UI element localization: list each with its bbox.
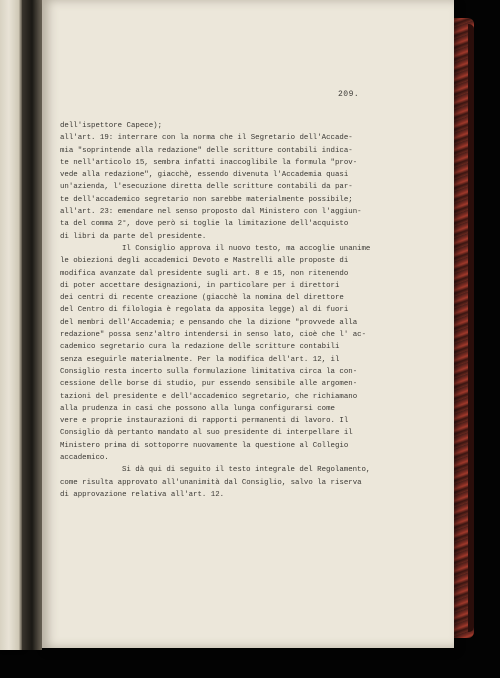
text-line: Consiglio dà pertanto mandato al suo presidente di interpellare il xyxy=(60,429,353,438)
text-line: come risulta approvato all'unanimità dal Consiglio, salvo la riserva xyxy=(60,478,362,487)
text-line: Il Consiglio approva il nuovo testo, ma accoglie unanime xyxy=(122,244,371,253)
text-line: te dell'accademico segretario non sarebbe materialmente possibile; xyxy=(60,195,353,204)
text-line: di poter accettare designazioni, in particolare per i direttori xyxy=(60,281,340,290)
text-line: vede alla redazione", giacchè, essendo divenuta l'Accademia quasi xyxy=(60,171,349,180)
text-line: Consiglio resta incerto sulla formulazione limitativa circa la con- xyxy=(60,367,358,376)
text-line: te nell'articolo 15, sembra infatti inaccoglibile la formula "prov- xyxy=(60,158,358,167)
cover-edge xyxy=(468,24,474,632)
text-line: le obiezioni degli accademici Devoto e Mastrelli alle proposte di xyxy=(60,257,349,266)
text-line: Si dà qui di seguito il testo integrale del Regolamento, xyxy=(122,466,371,475)
text-line: all'art. 19: interrare con la norma che il Segretario dell'Accade- xyxy=(60,134,353,143)
text-line: vere e proprie instaurazioni di rapporti permanenti di lavoro. Il xyxy=(60,417,349,426)
text-line: di libri da parte del presidente. xyxy=(60,232,207,241)
binding-gutter xyxy=(22,0,42,650)
text-line: tazioni del presidente e dell'accademico segretario, che richiamano xyxy=(60,392,358,401)
text-line: mia "soprintende alla redazione" delle scritture contabili indica- xyxy=(60,146,353,155)
typewritten-text xyxy=(60,120,386,501)
text-line: ta del comma 2°, dove però si toglie la limitazione dell'acquisto xyxy=(60,220,349,229)
left-page-edge xyxy=(0,0,22,650)
text-line: di approvazione relativa all'art. 12. xyxy=(60,490,225,499)
text-line: cademico segretario cura la redazione delle scritture contabili xyxy=(60,343,340,352)
text-line: del Centro di filologia è regolata da apposita legge) al di fuori xyxy=(60,306,349,315)
text-line: dell'ispettore Capece); xyxy=(60,122,163,130)
text-line: un'azienda, l'esecuzione diretta delle scritture contabili da par- xyxy=(60,183,353,192)
page-number: 209. xyxy=(338,90,360,99)
text-line: all'art. 23: emendare nel senso proposto dal Ministero con l'aggiun- xyxy=(60,208,362,217)
text-line: del membri dell'Accademia; e pensando che la dizione "provvede alla xyxy=(60,318,358,327)
text-line: accademico. xyxy=(60,454,109,463)
text-line: modifica avanzate dal presidente sugli art. 8 e 15, non ritenendo xyxy=(60,269,349,278)
text-line: redazione" possa senz'altro intendersi in senso lato, cioè che l' ac- xyxy=(60,331,367,340)
text-line: dei centri di recente creazione (giacchè la nomina del direttore xyxy=(60,294,344,303)
text-line: senza eseguirle materialmente. Per la modifica dell'art. 12, il xyxy=(60,355,340,364)
text-line: Ministero prima di sottoporre nuovamente la questione al Collegio xyxy=(60,441,349,450)
text-line: alla prudenza in casi che possono alla lunga configurarsi come xyxy=(60,404,335,413)
text-line: cessione delle borse di studio, pur essendo sensibile alle argomen- xyxy=(60,380,358,389)
